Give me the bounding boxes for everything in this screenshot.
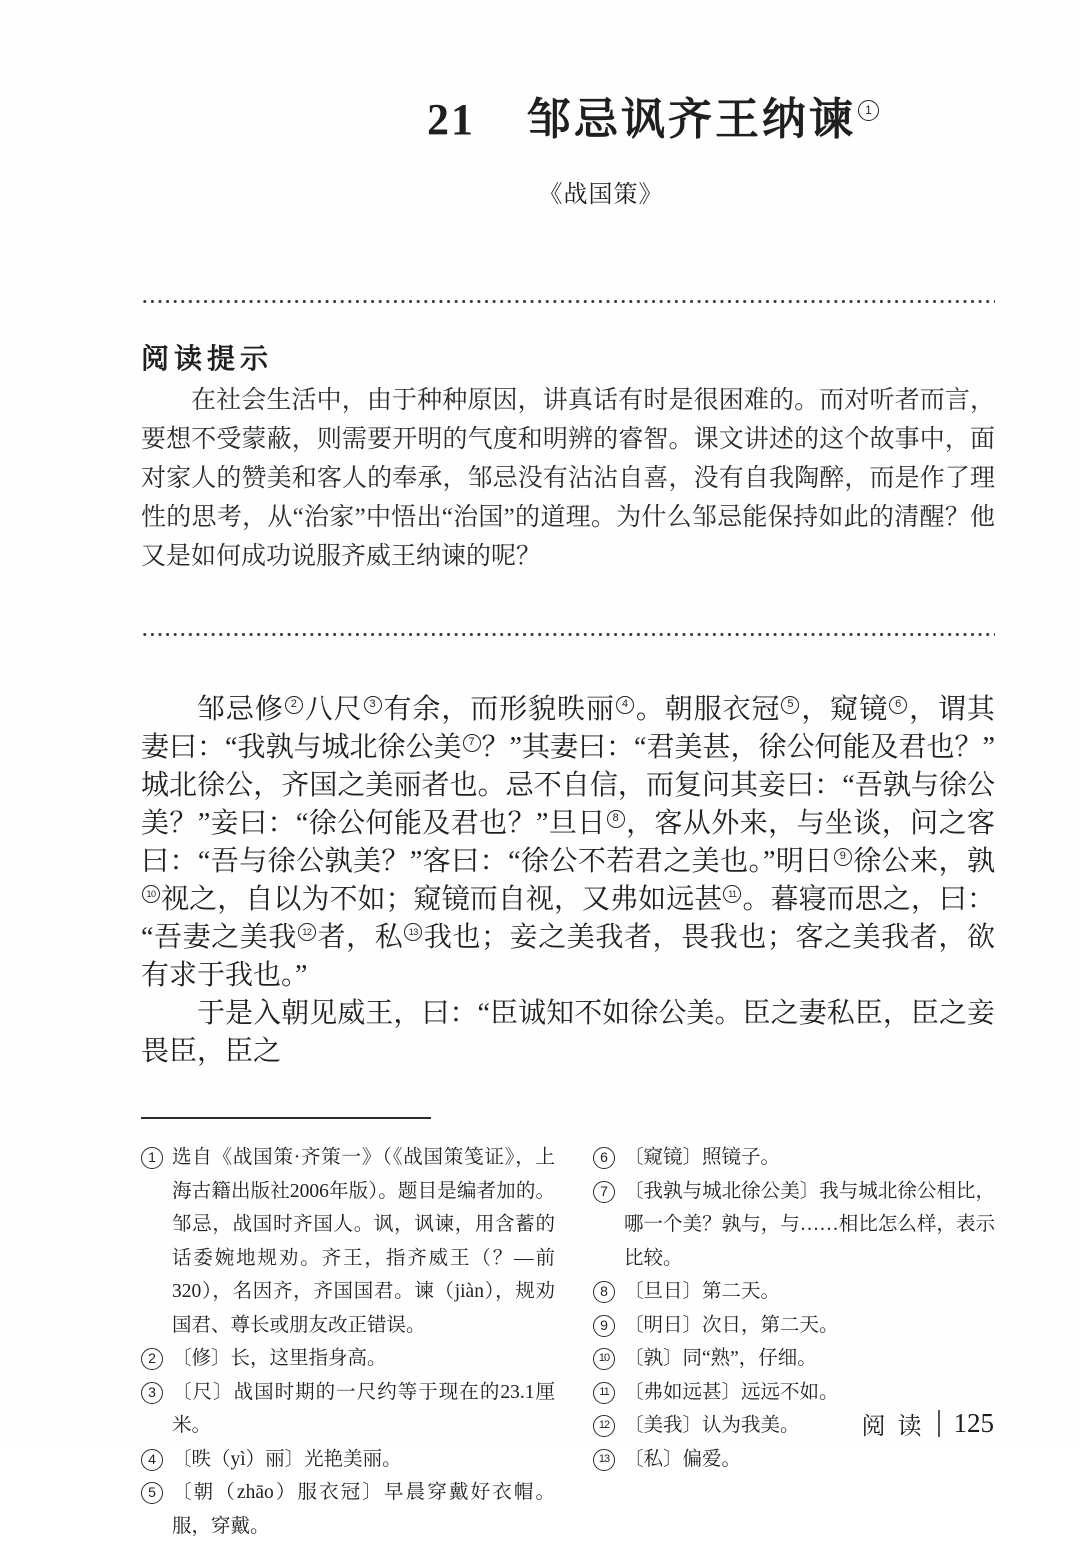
page-footer (862, 1406, 995, 1441)
footnote-text: 〔窥镜〕照镜子。 (624, 1147, 781, 1168)
footnote-text: 〔私〕偏爱。 (624, 1448, 742, 1470)
lesson-number: 21 (427, 95, 475, 144)
footnote-number: 1 (141, 1147, 163, 1169)
footnote-number: 8 (593, 1281, 615, 1303)
body-paragraph: 邹忌修 2 八尺 3 有余，而形貌昳丽 4 。朝服衣冠 5 ，窥镜 6 ，谓其妻曰：“我孰与城北徐公美 7 ？”其妻曰：“君美甚，徐公何能及君也？”城北徐公，齐国之美丽者也。忌不自信，而复问其妾曰：“吾孰与徐公美？”妾曰：“徐公何能及君也？”旦日 8 ，客从外来，与坐谈，问之客曰：“吾与徐公孰美？”客曰：“徐公不若君之美也。”明日 9 徐公来，孰10 视之，自以为不如；窥镜而自视，又弗如远甚 11 。暮寝而思之，曰：“吾妻之美我 12 者，私 13 我也；妾之美我者，畏我也；客之美我者，欲有求于我也。” (141, 694, 995, 991)
footnote-number: 2 (141, 1348, 163, 1370)
footnote-ref-5: 5 (781, 696, 799, 714)
footnote-ref-13: 13 (404, 923, 422, 941)
footnote-text: 〔我孰与城北徐公美〕我与城北徐公相比，哪一个美？孰与，与……相比怎么样，表示比较。 (624, 1180, 995, 1269)
footnote-text: 〔昳（yì）丽〕光艳美丽。 (172, 1448, 402, 1470)
footnote-text: 〔美我〕认为我美。 (624, 1415, 800, 1436)
footnote-item-7 (593, 1175, 995, 1276)
footnote-text: 〔尺〕战国时期的一尺约等于现在的23.1厘米。 (172, 1381, 555, 1436)
footnote-ref-10: 10 (142, 885, 160, 903)
dotted-divider-bottom (141, 632, 995, 637)
main-text (141, 691, 995, 1071)
footnote-ref-8: 8 (607, 810, 625, 828)
footnote-number: 5 (141, 1482, 163, 1504)
reading-hint-paragraph: 在社会生活中，由于种种原因，讲真话有时是很困难的。而对听者而言，要想不受蒙蔽，则需要开明的气度和明辨的睿智。课文讲述的这个故事中，面对家人的赞美和客人的奉承，邹忌没有沾沾自喜，没有自我陶醉，而是作了理性的思考，从“治家”中悟出“治国”的道理。为什么邹忌能保持如此的清醒？他又是如何成功说服齐威王纳谏的呢？ (141, 387, 995, 570)
footnote-text: 〔明日〕次日，第二天。 (624, 1314, 839, 1336)
footnote-text: 〔旦日〕第二天。 (624, 1281, 781, 1302)
footnote-number: 13 (593, 1449, 615, 1471)
footnote-item-6 (593, 1141, 995, 1175)
footnote-ref-2: 2 (285, 696, 303, 714)
footnote-ref-3: 3 (364, 696, 382, 714)
footnote-number: 7 (593, 1181, 615, 1203)
footnote-number: 4 (141, 1449, 163, 1471)
footnote-ref-6: 6 (889, 696, 907, 714)
dotted-divider-top (141, 299, 995, 304)
footnote-ref-4: 4 (616, 696, 634, 714)
lesson-title: 邹忌讽齐王纳谏 (527, 95, 856, 144)
footnote-item-4 (141, 1443, 555, 1477)
footnotes (141, 1141, 995, 1543)
footnote-ref-12: 12 (298, 923, 316, 941)
title-footnote-ref (856, 92, 877, 148)
footer-divider-bar (938, 1410, 940, 1437)
footer-section-label: 阅读 (861, 1414, 934, 1440)
footnote-item-5 (141, 1476, 555, 1543)
footnote-number: 9 (593, 1315, 615, 1337)
footnote-item-8 (593, 1275, 995, 1309)
footnote-number: 3 (141, 1382, 163, 1404)
source-attribution: 《战国策》 (538, 182, 664, 208)
footnote-item-11 (593, 1376, 995, 1410)
footnotes-left-column (141, 1141, 555, 1543)
footnote-text: 〔修〕长，这里指身高。 (172, 1348, 387, 1369)
footnote-item-2 (141, 1342, 555, 1376)
footnote-ref-11: 11 (723, 885, 741, 903)
footnote-number: 11 (593, 1382, 615, 1404)
footnote-ref-7: 7 (463, 734, 481, 752)
footnotes-right-column (593, 1141, 995, 1543)
footnote-number: 6 (593, 1147, 615, 1169)
title-footnote-ref-number: 1 (858, 100, 879, 121)
footnote-text: 〔朝（zhāo）服衣冠〕早晨穿戴好衣帽。服，穿戴。 (172, 1482, 555, 1537)
footnote-text: 选自《战国策·齐策一》（《战国策笺证》，上海古籍出版社2006年版）。题目是编者加的。邹忌，战国时齐国人。讽，讽谏，用含蓄的话委婉地规劝。齐王，指齐威王（？—前320），名因齐，齐国国君。谏（jiàn），规劝国君、尊长或朋友改正错误。 (172, 1147, 555, 1336)
reading-hint-heading: 阅读提示 (141, 344, 274, 375)
footnote-item-1 (141, 1141, 555, 1342)
footnote-text: 〔孰〕同“熟”，仔细。 (624, 1348, 817, 1369)
lesson-title-row (225, 0, 1079, 148)
footnote-number: 12 (593, 1415, 615, 1437)
footnote-item-3 (141, 1376, 555, 1443)
footnote-item-13 (593, 1443, 995, 1477)
footnote-text: 〔弗如远甚〕远远不如。 (624, 1381, 839, 1403)
footnote-item-9 (593, 1309, 995, 1343)
footnote-number: 10 (593, 1348, 615, 1370)
footer-page-number: 125 (953, 1408, 994, 1438)
footnote-item-10 (593, 1342, 995, 1376)
body-paragraph: 于是入朝见威王，曰：“臣诚知不如徐公美。臣之妻私臣，臣之妾畏臣，臣之 (141, 998, 995, 1067)
footnote-ref-9: 9 (834, 848, 852, 866)
footnote-divider-line (141, 1117, 431, 1119)
